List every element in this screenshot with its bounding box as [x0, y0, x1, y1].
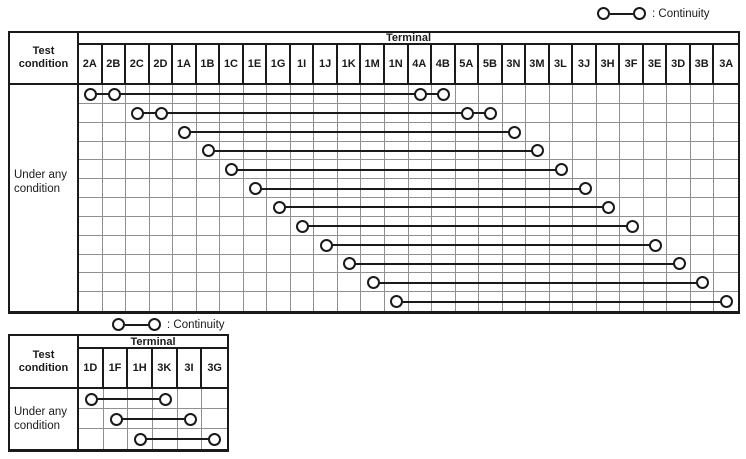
grid-cell — [79, 198, 103, 217]
grid-cell — [79, 142, 103, 161]
grid-cell — [667, 85, 691, 104]
continuity-line — [232, 169, 562, 171]
continuity-circle — [134, 433, 147, 446]
grid-cell — [597, 104, 621, 123]
terminal-label-3B: 3B — [691, 45, 715, 83]
terminal-labels-row — [79, 349, 227, 389]
terminal-label-3G: 3G — [207, 362, 222, 374]
grid-cell — [714, 255, 738, 274]
grid-cell — [573, 123, 597, 142]
grid-cell — [197, 198, 221, 217]
grid-cell — [644, 160, 668, 179]
terminal-label-5A: 5A — [456, 45, 480, 83]
grid-cell — [220, 273, 244, 292]
continuity-circle — [159, 393, 172, 406]
grid-cell — [150, 198, 174, 217]
continuity-line — [373, 282, 703, 284]
continuity-line — [279, 206, 609, 208]
terminal-label-2D: 2D — [150, 45, 174, 83]
grid-cell — [644, 198, 668, 217]
terminal-label-3N: 3N — [503, 45, 527, 83]
grid-cell — [126, 255, 150, 274]
condition-label: Under any condition — [14, 406, 68, 432]
terminal-label-4A: 4A — [409, 45, 433, 83]
grid-cell — [597, 85, 621, 104]
grid-cell — [244, 273, 268, 292]
legend-continuity-bottom — [112, 317, 225, 332]
grid-cell — [620, 160, 644, 179]
terminal-header: Terminal — [79, 33, 738, 45]
grid-cell — [178, 389, 203, 409]
grid-cell — [620, 198, 644, 217]
continuity-line-icon — [610, 13, 633, 15]
test-condition-cell — [10, 389, 79, 449]
grid-cell — [550, 104, 574, 123]
grid-cell — [202, 409, 227, 429]
grid-cell — [526, 104, 550, 123]
grid-cell — [267, 217, 291, 236]
terminal-label-1E: 1E — [244, 45, 268, 83]
grid-cell — [79, 123, 103, 142]
grid-cell — [103, 179, 127, 198]
continuity-grid-secondary — [79, 389, 227, 449]
continuity-line — [208, 150, 538, 152]
continuity-circle — [296, 220, 309, 233]
grid-cell — [150, 123, 174, 142]
grid-cell — [173, 273, 197, 292]
grid-cell — [597, 123, 621, 142]
condition-label: Under any condition — [14, 169, 68, 195]
grid-cell — [667, 236, 691, 255]
grid-cell — [197, 179, 221, 198]
grid-cell — [479, 85, 503, 104]
continuity-line — [138, 112, 491, 114]
continuity-circle-icon — [148, 318, 161, 331]
terminal-label-1K: 1K — [338, 45, 362, 83]
grid-cell — [291, 273, 315, 292]
terminal-label-1H: 1H — [128, 349, 153, 387]
grid-cell — [173, 142, 197, 161]
grid-cell — [620, 179, 644, 198]
grid-cell — [573, 104, 597, 123]
grid-cell — [103, 255, 127, 274]
grid-cell — [126, 142, 150, 161]
grid-cell — [126, 236, 150, 255]
continuity-line — [91, 398, 165, 400]
terminal-label-1F: 1F — [104, 349, 129, 387]
grid-cell — [244, 236, 268, 255]
grid-cell — [173, 255, 197, 274]
grid-cell — [620, 123, 644, 142]
continuity-circle — [626, 220, 639, 233]
grid-cell — [103, 142, 127, 161]
terminal-label-2B: 2B — [103, 45, 127, 83]
continuity-line — [141, 438, 215, 440]
terminal-label-3L: 3L — [550, 45, 574, 83]
grid-cell — [667, 217, 691, 236]
grid-cell — [691, 142, 715, 161]
grid-cell — [197, 255, 221, 274]
grid-cell — [103, 123, 127, 142]
grid-cell — [104, 429, 129, 449]
continuity-line-icon — [125, 324, 148, 326]
grid-cell — [667, 104, 691, 123]
grid-cell — [126, 273, 150, 292]
grid-cell — [550, 142, 574, 161]
grid-cell — [644, 142, 668, 161]
grid-cell — [667, 179, 691, 198]
grid-cell — [126, 217, 150, 236]
grid-cell — [714, 142, 738, 161]
grid-cell — [150, 255, 174, 274]
grid-cell — [244, 198, 268, 217]
grid-cell — [79, 179, 103, 198]
grid-cell — [550, 85, 574, 104]
continuity-table-main — [8, 31, 740, 314]
terminal-label-3F: 3F — [620, 45, 644, 83]
terminal-label-1B: 1B — [197, 45, 221, 83]
terminal-label-1A: 1A — [173, 45, 197, 83]
grid-cell — [220, 292, 244, 311]
grid-cell — [79, 273, 103, 292]
legend-label: : Continuity — [167, 318, 225, 331]
grid-cell — [526, 85, 550, 104]
grid-cell — [714, 179, 738, 198]
terminal-label-1D: 1D — [79, 349, 104, 387]
terminal-label-3I: 3I — [178, 349, 203, 387]
continuity-line — [303, 225, 633, 227]
grid-cell — [103, 104, 127, 123]
grid-cell — [573, 85, 597, 104]
grid-cell — [691, 255, 715, 274]
grid-cell — [314, 273, 338, 292]
grid-cell — [202, 389, 227, 409]
continuity-circle — [508, 126, 521, 139]
grid-cell — [597, 179, 621, 198]
terminal-label-3E: 3E — [644, 45, 668, 83]
continuity-circle — [85, 393, 98, 406]
grid-cell — [691, 160, 715, 179]
grid-cell — [714, 85, 738, 104]
grid-cell — [714, 123, 738, 142]
grid-cell — [691, 123, 715, 142]
grid-cell — [667, 198, 691, 217]
terminal-label-2A: 2A — [79, 45, 103, 83]
grid-cell — [338, 273, 362, 292]
terminal-label-1J: 1J — [314, 45, 338, 83]
grid-cell — [644, 217, 668, 236]
grid-cell — [714, 217, 738, 236]
grid-cell — [103, 217, 127, 236]
continuity-circle — [579, 182, 592, 195]
grid-cell — [79, 104, 103, 123]
grid-cell — [550, 123, 574, 142]
grid-cell — [103, 273, 127, 292]
grid-cell — [79, 429, 104, 449]
terminal-label-1C: 1C — [220, 45, 244, 83]
terminal-label-1N: 1N — [385, 45, 409, 83]
terminal-label-3D: 3D — [667, 45, 691, 83]
terminal-label-3M: 3M — [526, 45, 550, 83]
grid-cell — [79, 255, 103, 274]
grid-cell — [291, 236, 315, 255]
test-condition-cell — [10, 85, 79, 311]
grid-cell — [573, 142, 597, 161]
grid-cell — [644, 123, 668, 142]
continuity-circle — [461, 107, 474, 120]
grid-cell — [150, 179, 174, 198]
grid-cell — [244, 255, 268, 274]
continuity-circle — [273, 201, 286, 214]
terminal-label-3K: 3K — [153, 349, 178, 387]
continuity-circle — [108, 88, 121, 101]
grid-cell — [714, 236, 738, 255]
grid-cell — [503, 104, 527, 123]
terminal-label-2C: 2C — [126, 45, 150, 83]
grid-cell — [220, 198, 244, 217]
grid-cell — [173, 179, 197, 198]
grid-cell — [150, 236, 174, 255]
continuity-circle — [110, 413, 123, 426]
legend-continuity-top — [597, 6, 710, 21]
grid-cell — [103, 292, 127, 311]
grid-cell — [197, 160, 221, 179]
grid-cell — [267, 255, 291, 274]
grid-cell — [197, 273, 221, 292]
grid-cell — [79, 236, 103, 255]
grid-cell — [103, 160, 127, 179]
grid-cell — [126, 292, 150, 311]
continuity-circle — [367, 276, 380, 289]
grid-cell — [314, 255, 338, 274]
continuity-line — [185, 131, 515, 133]
continuity-circle — [249, 182, 262, 195]
terminal-labels-row — [79, 45, 738, 85]
grid-cell — [691, 85, 715, 104]
grid-cell — [644, 179, 668, 198]
grid-cell — [173, 217, 197, 236]
grid-cell — [244, 292, 268, 311]
continuity-circle — [131, 107, 144, 120]
grid-cell — [691, 198, 715, 217]
continuity-circle — [184, 413, 197, 426]
grid-cell — [691, 179, 715, 198]
grid-cell — [667, 123, 691, 142]
grid-cell — [503, 85, 527, 104]
grid-cell — [220, 255, 244, 274]
continuity-circle-icon — [112, 318, 125, 331]
continuity-circle — [414, 88, 427, 101]
grid-cell — [220, 179, 244, 198]
grid-cell — [79, 160, 103, 179]
grid-cell — [126, 179, 150, 198]
continuity-circle — [649, 239, 662, 252]
continuity-circle — [602, 201, 615, 214]
continuity-circle — [720, 295, 733, 308]
grid-cell — [150, 292, 174, 311]
grid-cell — [244, 217, 268, 236]
continuity-table-secondary — [8, 334, 229, 452]
grid-cell — [714, 104, 738, 123]
grid-cell — [267, 236, 291, 255]
grid-cell — [173, 236, 197, 255]
terminal-label-5B: 5B — [479, 45, 503, 83]
grid-cell — [573, 160, 597, 179]
continuity-circle — [155, 107, 168, 120]
grid-cell — [291, 255, 315, 274]
continuity-line — [256, 188, 586, 190]
continuity-line — [91, 93, 444, 95]
continuity-line — [350, 263, 680, 265]
continuity-grid-main — [79, 85, 738, 311]
continuity-circle — [673, 257, 686, 270]
grid-cell — [126, 123, 150, 142]
grid-cell — [338, 292, 362, 311]
grid-cell — [620, 104, 644, 123]
grid-cell — [644, 85, 668, 104]
grid-cell — [267, 292, 291, 311]
grid-cell — [667, 160, 691, 179]
grid-cell — [667, 142, 691, 161]
grid-cell — [714, 198, 738, 217]
grid-cell — [79, 409, 104, 429]
grid-cell — [691, 104, 715, 123]
grid-cell — [150, 142, 174, 161]
continuity-line — [116, 418, 190, 420]
grid-cell — [150, 217, 174, 236]
terminal-label-3H: 3H — [597, 45, 621, 83]
terminal-label-1M: 1M — [361, 45, 385, 83]
grid-cell — [644, 104, 668, 123]
terminal-header: Terminal — [79, 336, 227, 349]
grid-cell — [361, 292, 385, 311]
grid-cell — [150, 273, 174, 292]
grid-cell — [79, 292, 103, 311]
grid-cell — [691, 236, 715, 255]
continuity-line — [397, 301, 727, 303]
terminal-label-4B: 4B — [432, 45, 456, 83]
grid-cell — [714, 160, 738, 179]
terminal-label-3J: 3J — [573, 45, 597, 83]
grid-cell — [126, 198, 150, 217]
grid-cell — [597, 142, 621, 161]
grid-cell — [456, 85, 480, 104]
grid-cell — [197, 292, 221, 311]
grid-cell — [79, 217, 103, 236]
grid-cell — [126, 160, 150, 179]
grid-cell — [526, 123, 550, 142]
continuity-circle-icon — [633, 7, 646, 20]
grid-cell — [597, 160, 621, 179]
grid-cell — [173, 160, 197, 179]
grid-cell — [691, 217, 715, 236]
grid-cell — [291, 292, 315, 311]
grid-cell — [103, 198, 127, 217]
grid-cell — [314, 292, 338, 311]
legend-label: : Continuity — [652, 7, 710, 20]
grid-cell — [620, 85, 644, 104]
grid-cell — [267, 273, 291, 292]
test-condition-header: Test condition — [10, 33, 79, 85]
grid-cell — [620, 142, 644, 161]
terminal-label-1G: 1G — [267, 45, 291, 83]
test-condition-header: Test condition — [10, 336, 79, 389]
continuity-circle — [320, 239, 333, 252]
grid-cell — [220, 217, 244, 236]
continuity-circle — [178, 126, 191, 139]
grid-cell — [197, 217, 221, 236]
grid-cell — [197, 236, 221, 255]
grid-cell — [103, 236, 127, 255]
terminal-label-1I: 1I — [291, 45, 315, 83]
terminal-label-3A: 3A — [719, 58, 734, 70]
continuity-line — [326, 244, 656, 246]
grid-cell — [150, 160, 174, 179]
grid-cell — [173, 292, 197, 311]
continuity-circle — [208, 433, 221, 446]
grid-cell — [220, 236, 244, 255]
grid-cell — [173, 198, 197, 217]
grid-cell — [714, 273, 738, 292]
continuity-circle-icon — [597, 7, 610, 20]
